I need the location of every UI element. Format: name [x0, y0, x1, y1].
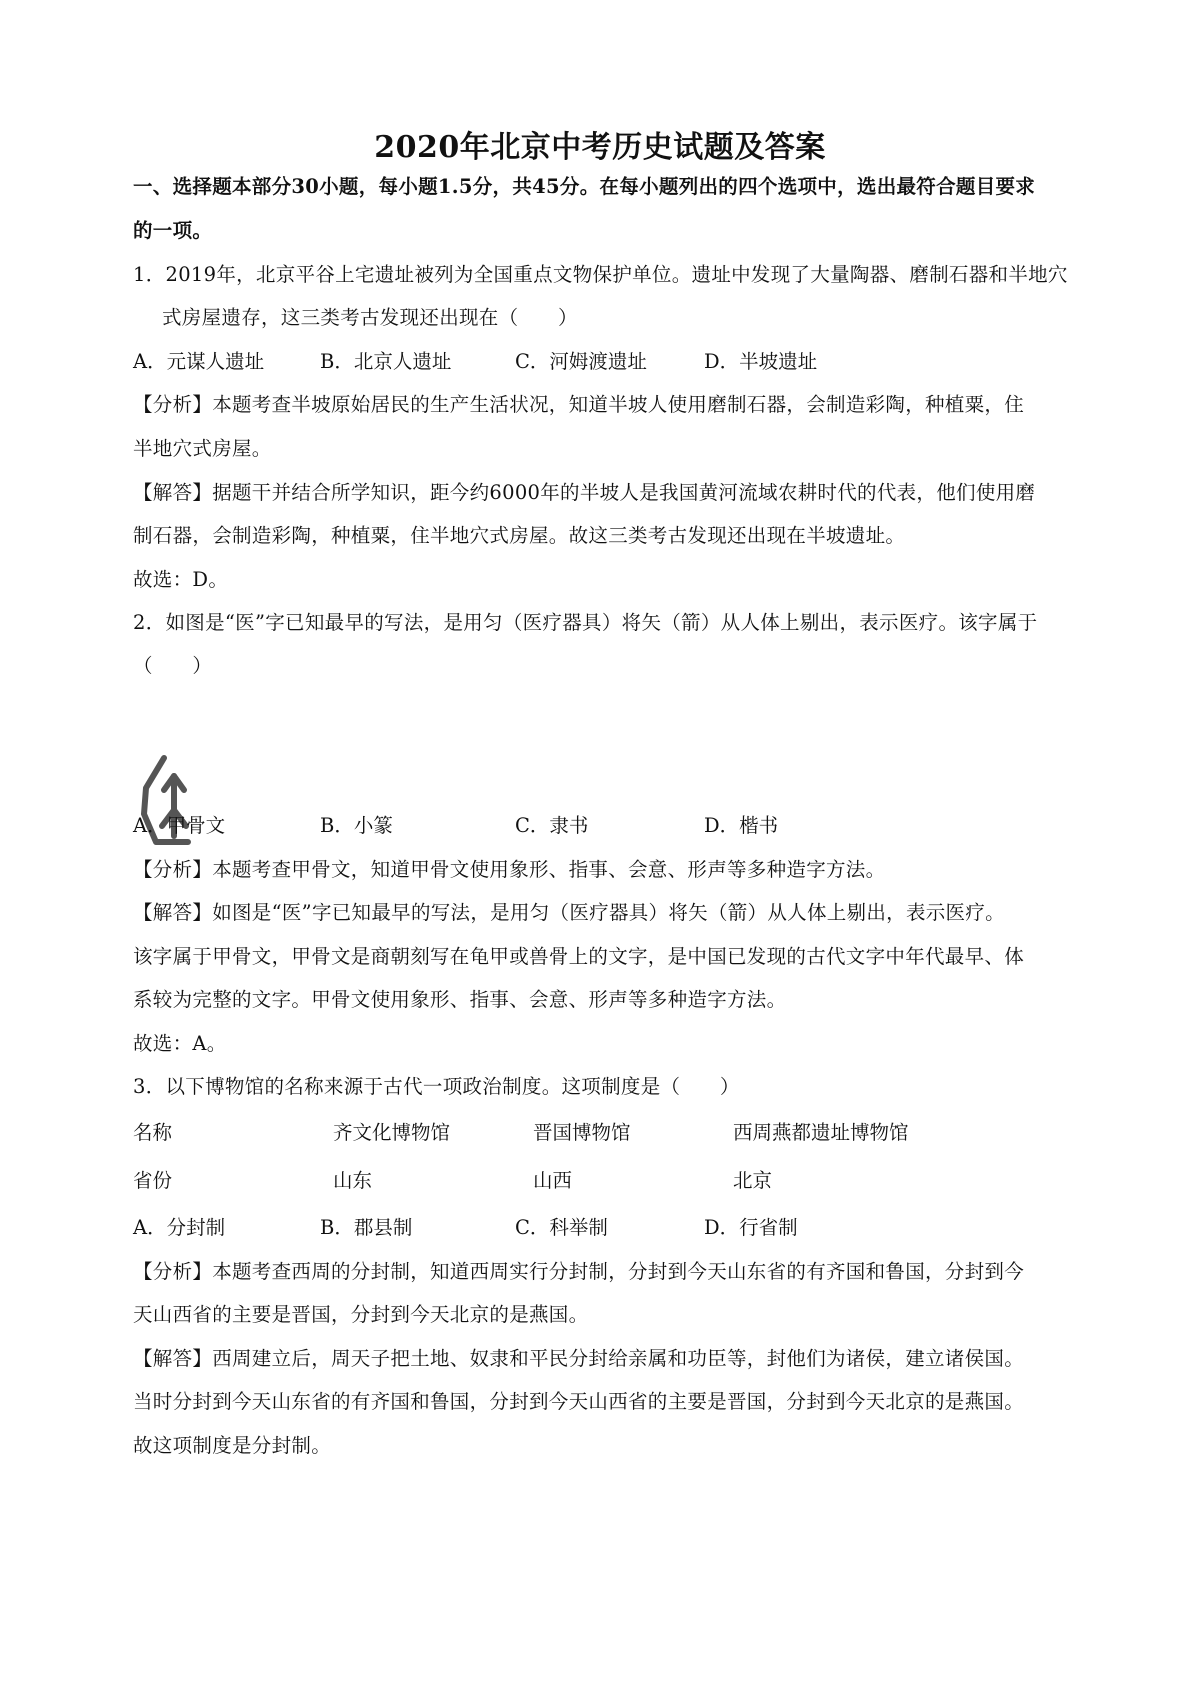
page-title: 2020年北京中考历史试题及答案	[374, 130, 826, 165]
q3-answer-line-2: 当时分封到今天山东省的有齐国和鲁国，分封到今天山西省的主要是晋国，分封到今天北京的是燕国。	[133, 1390, 1025, 1413]
table-cell: 西周燕都遗址博物馆	[733, 1121, 909, 1144]
q2-option-c: C．隶书	[515, 814, 589, 837]
q1-stem-line-2: 式房屋遗存，这三类考古发现还出现在（ ）	[162, 306, 578, 329]
q3-option-d: D．行省制	[704, 1216, 798, 1239]
q1-answer-line-1: 【解答】据题干并结合所学知识，距今约6000年的半坡人是我国黄河流域农耕时代的代表，他们使用磨	[133, 481, 1036, 504]
q3-option-b: B．郡县制	[320, 1216, 413, 1239]
q2-option-b: B．小篆	[320, 814, 393, 837]
q1-answer-line-2: 制石器，会制造彩陶，种植粟，住半地穴式房屋。故这三类考古发现还出现在半坡遗址。	[133, 524, 906, 547]
q2-stem-line-2: （ ）	[133, 654, 213, 677]
q1-analysis-line-1: 【分析】本题考查半坡原始居民的生产生活状况，知道半坡人使用磨制石器，会制造彩陶，种植粟，住	[133, 393, 1025, 416]
q1-option-a: A．元谋人遗址	[133, 350, 265, 373]
q1-option-b: B．北京人遗址	[320, 350, 452, 373]
q3-analysis-line-2: 天山西省的主要是晋国，分封到今天北京的是燕国。	[133, 1303, 589, 1326]
q3-analysis-line-1: 【分析】本题考查西周的分封制，知道西周实行分封制，分封到今天山东省的有齐国和鲁国，分封到今	[133, 1260, 1025, 1283]
table-cell: 齐文化博物馆	[333, 1121, 451, 1144]
q2-choice: 故选：A。	[133, 1032, 227, 1055]
table-cell: 省份	[133, 1169, 173, 1192]
q3-stem-line-1: 3．以下博物馆的名称来源于古代一项政治制度。这项制度是（ ）	[133, 1075, 740, 1098]
q1-option-d: D．半坡遗址	[704, 350, 818, 373]
q3-option-a: A．分封制	[133, 1216, 226, 1239]
q1-analysis-line-2: 半地穴式房屋。	[133, 437, 272, 460]
q1-choice: 故选：D。	[133, 568, 229, 591]
q2-answer-line-3: 系较为完整的文字。甲骨文使用象形、指事、会意、形声等多种造字方法。	[133, 988, 787, 1011]
table-cell: 晋国博物馆	[533, 1121, 631, 1144]
q1-stem-line-1: 1．2019年，北京平谷上宅遗址被列为全国重点文物保护单位。遗址中发现了大量陶器、磨制石器和半地穴	[133, 263, 1068, 286]
q3-option-c: C．科举制	[515, 1216, 608, 1239]
q2-analysis-line-1: 【分析】本题考查甲骨文，知道甲骨文使用象形、指事、会意、形声等多种造字方法。	[133, 858, 886, 881]
table-cell: 山西	[533, 1169, 573, 1192]
table-cell: 山东	[333, 1169, 373, 1192]
table-cell: 北京	[733, 1169, 773, 1192]
section-instruction-line-1: 一、选择题本部分30小题，每小题1.5分，共45分。在每小题列出的四个选项中，选出最符合题目要求	[133, 175, 1036, 198]
q2-answer-line-1: 【解答】如图是“医”字已知最早的写法，是用匀（医疗器具）将矢（箭）从人体上剔出，表示医疗。	[133, 901, 1005, 924]
q3-answer-line-1: 【解答】西周建立后，周天子把土地、奴隶和平民分封给亲属和功臣等，封他们为诸侯，建立诸侯国。	[133, 1347, 1025, 1370]
q3-answer-line-3: 故这项制度是分封制。	[133, 1434, 332, 1457]
q2-option-a: A．甲骨文	[133, 814, 226, 837]
section-instruction-line-2: 的一项。	[133, 219, 213, 242]
q2-stem-line-1: 2．如图是“医”字已知最早的写法，是用匀（医疗器具）将矢（箭）从人体上剔出，表示医疗。该字属于	[133, 611, 1038, 634]
q1-option-c: C．河姆渡遗址	[515, 350, 647, 373]
q2-option-d: D．楷书	[704, 814, 779, 837]
q2-answer-line-2: 该字属于甲骨文，甲骨文是商朝刻写在龟甲或兽骨上的文字，是中国已发现的古代文字中年代最早、体	[133, 945, 1025, 968]
table-cell: 名称	[133, 1121, 173, 1144]
